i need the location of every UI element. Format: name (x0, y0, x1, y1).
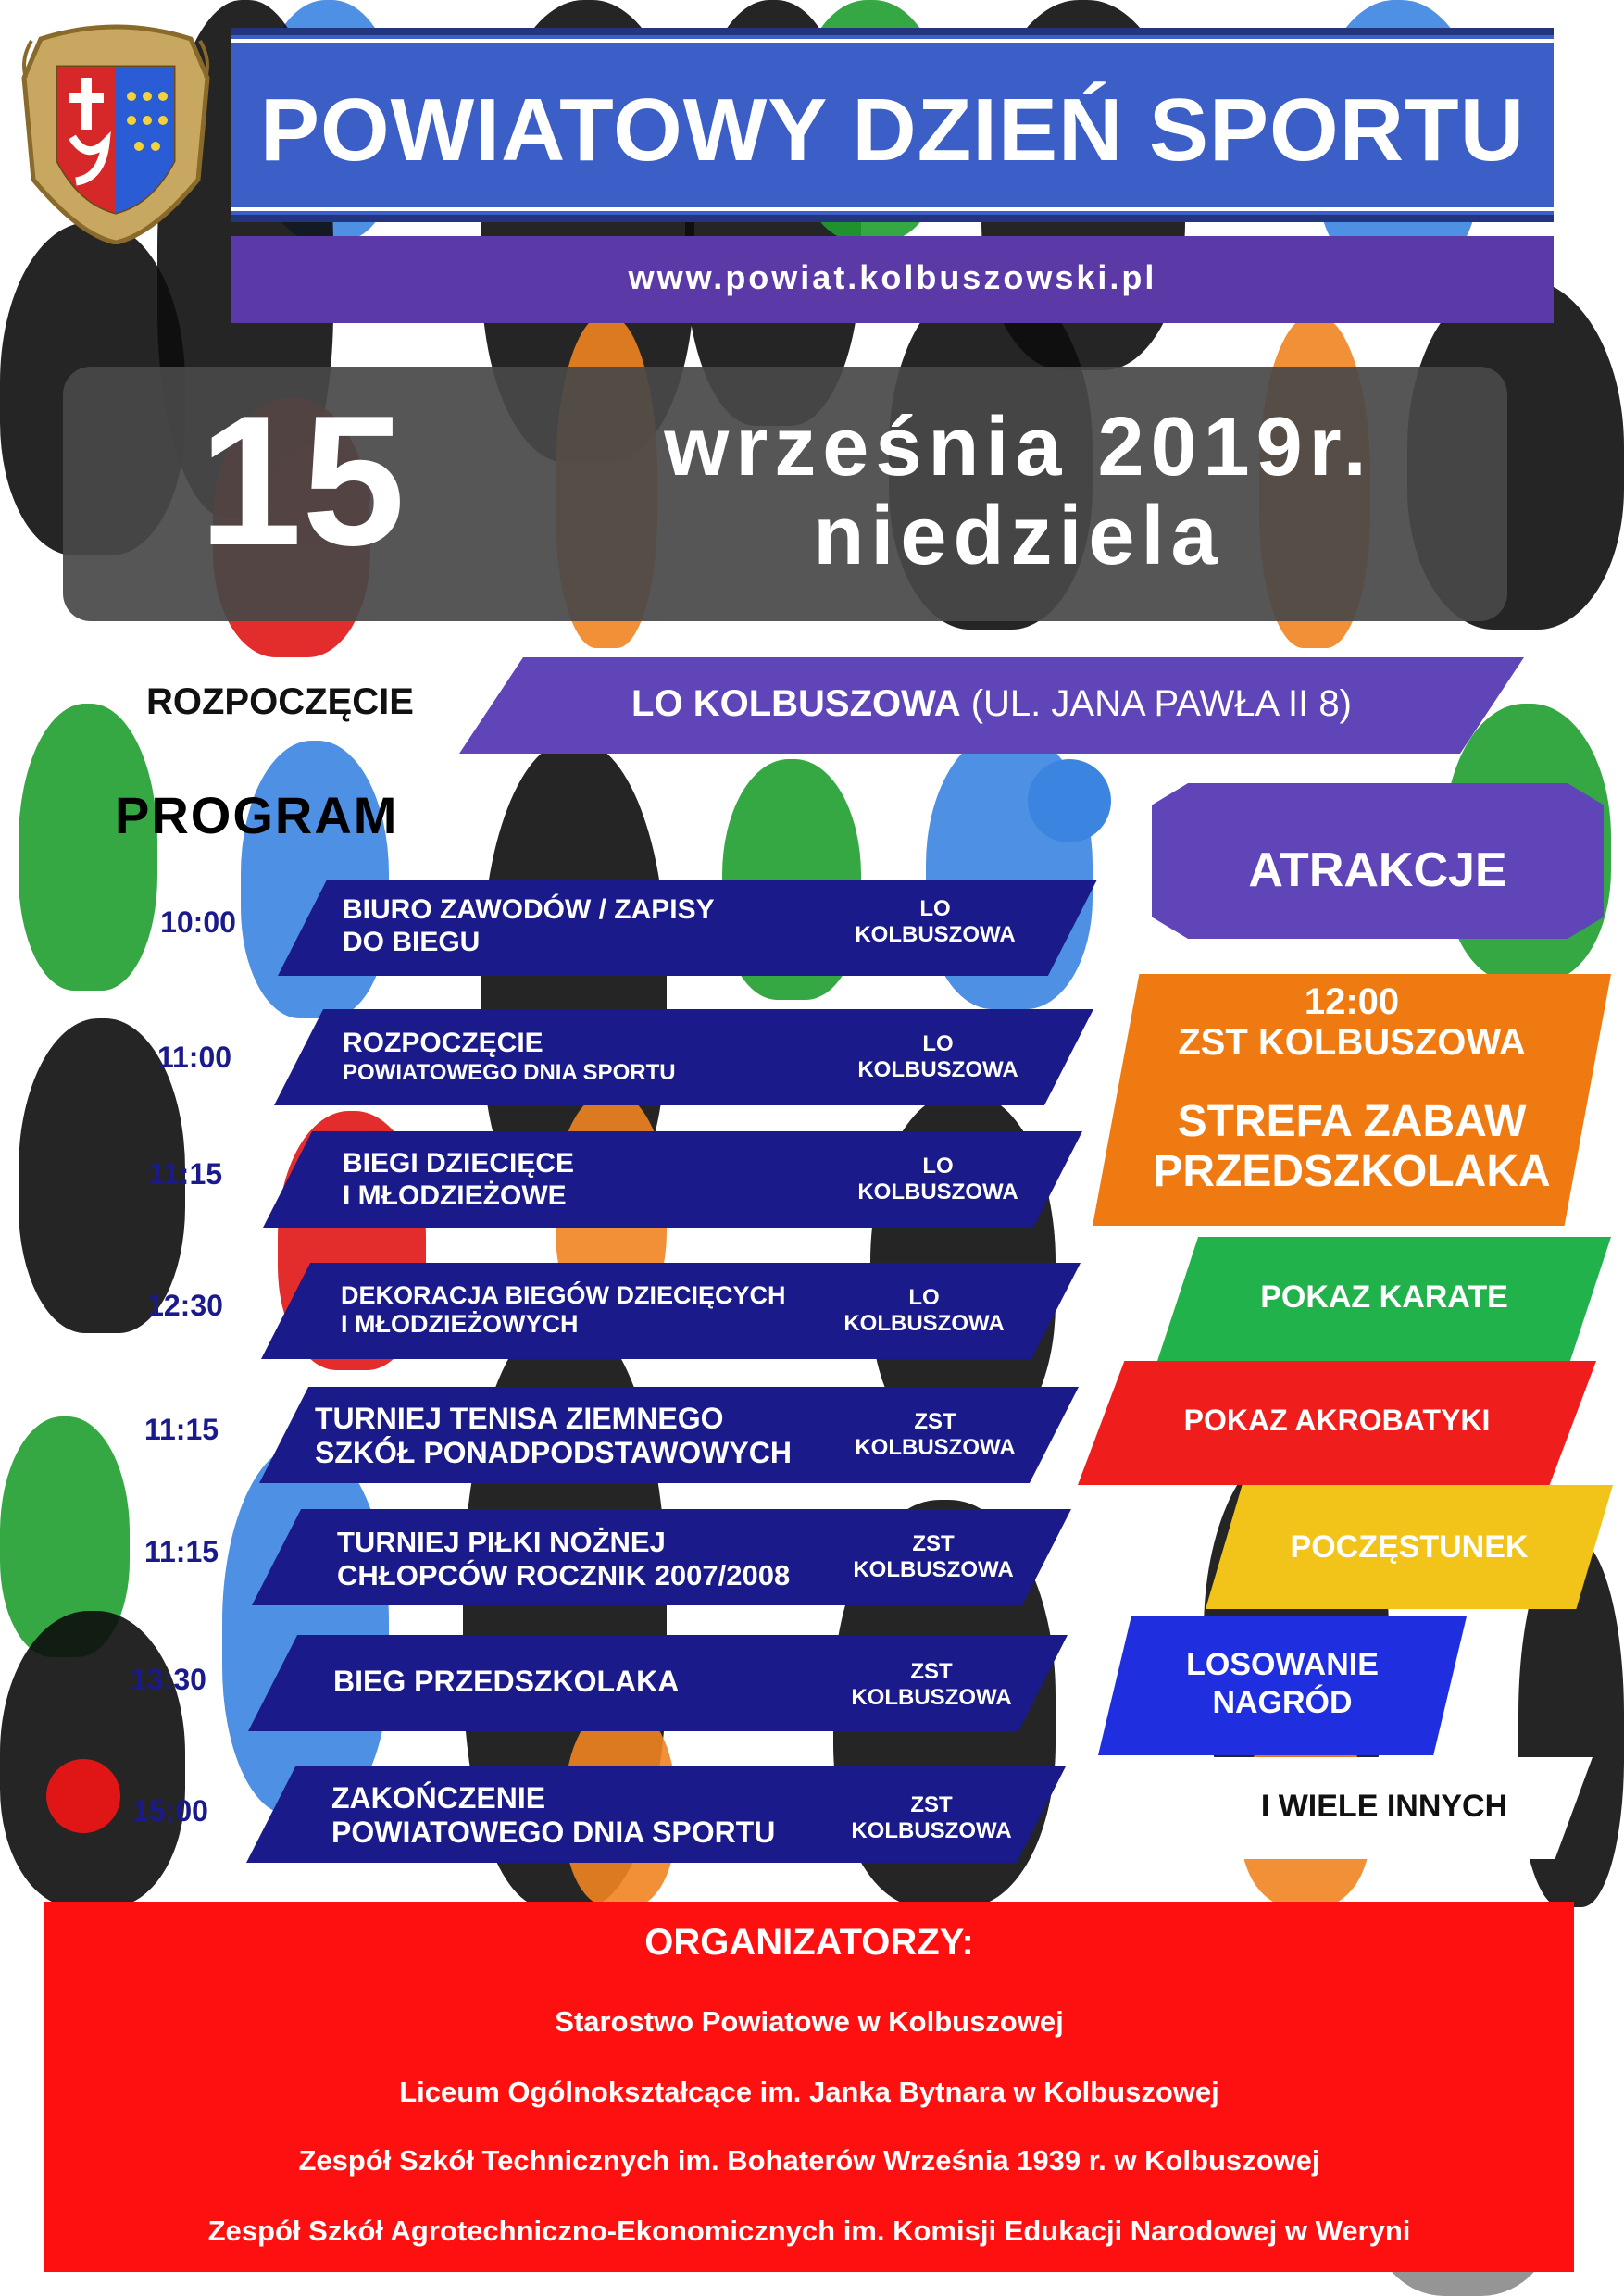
attraction-acrobatics-label: POKAZ AKROBATYKI (1183, 1404, 1491, 1437)
row-place: ZST KOLBUSZOWA (855, 1409, 1016, 1460)
attractions-title: ATRAKCJE (1248, 843, 1507, 897)
attraction-title: STREFA ZABAW (1177, 1097, 1527, 1146)
page-title: POWIATOWY DZIEŃ SPORTU (259, 81, 1526, 180)
attraction-place: ZST KOLBUSZOWA (1178, 1022, 1526, 1063)
row-place: ZST KOLBUSZOWA (851, 1659, 1012, 1710)
event-weekday: niedziela (813, 490, 1224, 582)
attraction-prize-draw-label: LOSOWANIE NAGRÓD (1186, 1647, 1379, 1720)
row-place: LO KOLBUSZOWA (843, 1285, 1005, 1336)
row-time: 13:30 (131, 1663, 206, 1696)
organizer-item: Starostwo Powiatowe w Kolbuszowej (555, 2005, 1064, 2038)
row-event: BIURO ZAWODÓW / ZAPISY DO BIEGU (343, 894, 715, 957)
event-day: 15 (199, 378, 406, 584)
start-venue-name: LO KOLBUSZOWA (631, 683, 961, 724)
title-banner (231, 28, 1554, 222)
ball-icon (1028, 759, 1111, 842)
row-time: 11:15 (144, 1413, 219, 1446)
row-event: DEKORACJA BIEGÓW DZIECIĘCYCH I MŁODZIEŻOWYCH (341, 1281, 786, 1339)
row-time: 11:15 (147, 1157, 223, 1191)
row-time: 11:00 (156, 1041, 232, 1074)
event-month-year: września 2019r. (664, 401, 1373, 493)
organizers-title: ORGANIZATORZY: (644, 1922, 974, 1963)
row-event: BIEG PRZEDSZKOLAKA (333, 1665, 680, 1698)
start-label: ROZPOCZĘCIE (146, 681, 414, 722)
website-banner (231, 236, 1554, 323)
attraction-karate-label: POKAZ KARATE (1260, 1279, 1508, 1315)
row-place: LO KOLBUSZOWA (855, 896, 1016, 947)
program-heading: PROGRAM (115, 786, 399, 844)
start-venue (459, 683, 1524, 725)
row-place: LO KOLBUSZOWA (857, 1031, 1018, 1082)
row-event: BIEGI DZIECIĘCE I MŁODZIEŻOWE (343, 1148, 575, 1211)
organizer-item: Zespół Szkół Technicznych im. Bohaterów Września 1939 r. w Kolbuszowej (298, 2144, 1320, 2177)
silhouette-player (222, 1444, 389, 1815)
row-event: TURNIEJ TENISA ZIEMNEGO SZKÓŁ PONADPODSTAWOWYCH (315, 1402, 792, 1469)
county-crest-icon (13, 22, 219, 244)
row-time: 15:00 (132, 1794, 208, 1828)
row-place: ZST KOLBUSZOWA (851, 1792, 1012, 1843)
silhouette-player (0, 1611, 185, 1907)
silhouette-player (19, 704, 157, 991)
row-time: 11:15 (144, 1535, 219, 1568)
organizer-item: Zespół Szkół Agrotechniczno-Ekonomicznych im. Komisji Edukacji Narodowej w Weryni (207, 2215, 1411, 2247)
row-place: ZST KOLBUSZOWA (853, 1531, 1014, 1582)
organizer-item: Liceum Ogólnokształcące im. Janka Bytnara w Kolbuszowej (399, 2076, 1219, 2108)
attraction-refreshments-label: POCZĘSTUNEK (1290, 1529, 1529, 1565)
start-venue-address: (UL. JANA PAWŁA II 8) (970, 683, 1352, 724)
attraction-title: PRZEDSZKOLAKA (1153, 1147, 1551, 1196)
attraction-time: 12:00 (1304, 981, 1400, 1022)
row-event: ROZPOCZĘCIE POWIATOWEGO DNIA SPORTU (343, 1028, 676, 1085)
row-event: TURNIEJ PIŁKI NOŻNEJ CHŁOPCÓW ROCZNIK 2007/2008 (337, 1526, 791, 1591)
website-link[interactable]: www.powiat.kolbuszowski.pl (628, 258, 1157, 296)
row-event: ZAKOŃCZENIE POWIATOWEGO DNIA SPORTU (331, 1781, 776, 1849)
row-place: LO KOLBUSZOWA (857, 1154, 1018, 1204)
attraction-many-more-label: I WIELE INNYCH (1260, 1789, 1508, 1824)
row-time: 10:00 (160, 905, 236, 939)
row-time: 12:30 (147, 1289, 223, 1322)
